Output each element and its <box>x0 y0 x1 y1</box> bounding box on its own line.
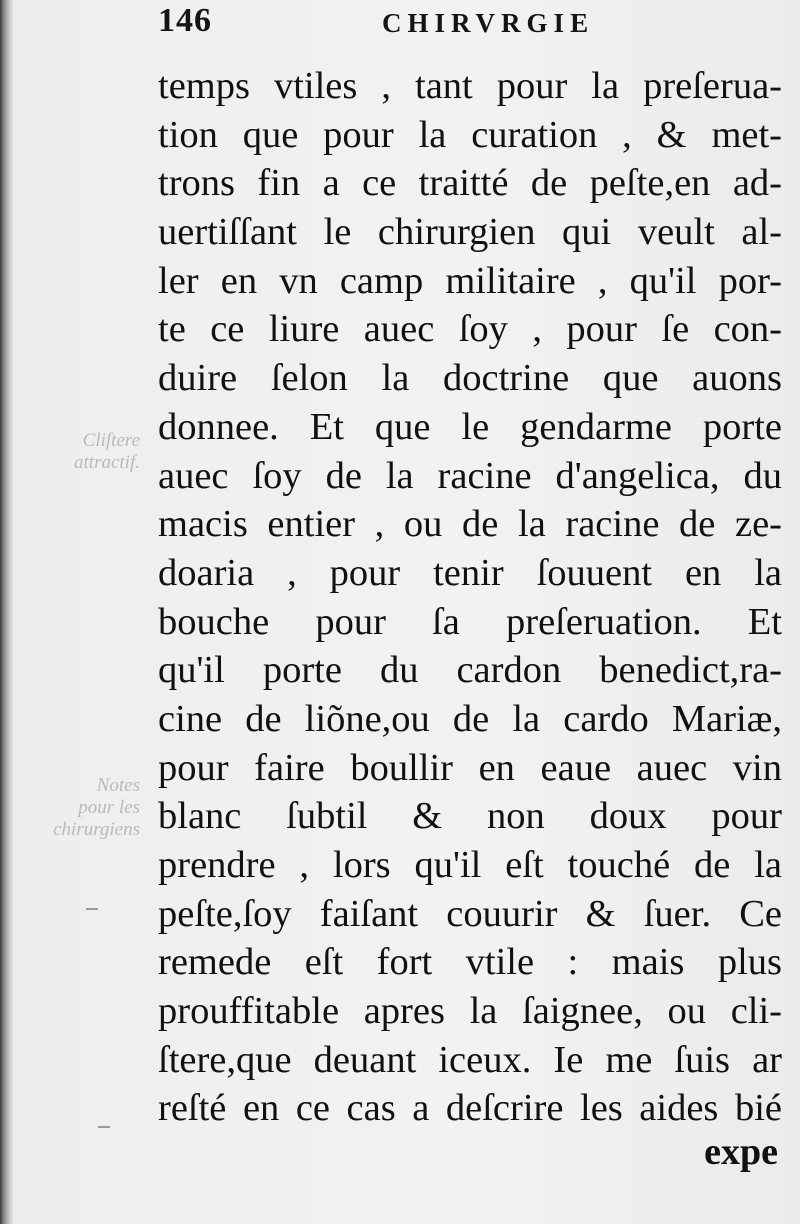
text-line: pour faire boullir en eaue auec vin <box>158 746 782 789</box>
binding-gutter-shadow <box>0 0 14 1224</box>
text-line: prouffitable apres la ſaignee, ou cli- <box>158 990 782 1033</box>
text-line: peſte,ſoy faiſant couurir & ſuer. Ce <box>158 892 782 935</box>
margin-mark <box>86 908 98 910</box>
margin-mark <box>98 1126 110 1128</box>
show-through-margin-note: Cliſtere attractif. <box>74 430 140 473</box>
text-line: remede eſt fort vtile : mais plus <box>158 941 782 984</box>
text-line: temps vtiles , tant pour la preſerua- <box>158 65 782 107</box>
text-line: ſtere,que deuant iceux. Ie me ſuis ar <box>158 1038 782 1081</box>
text-line: bouche pour ſa preſeruation. Et <box>158 600 782 643</box>
running-head: CHIRVRGIE <box>382 8 595 38</box>
text-line: doaria , pour tenir ſouuent en la <box>158 551 782 594</box>
text-line: auec ſoy de la racine d'angelica, du <box>158 454 782 497</box>
text-line: prendre , lors qu'il eſt touché de la <box>158 844 782 886</box>
catchword: expe <box>704 1131 778 1173</box>
text-line: tion que pour la curation , & met- <box>158 113 782 156</box>
body-text <box>158 62 782 1133</box>
text-line: cine de liõne,ou de la cardo Mariæ, <box>158 697 782 740</box>
page-number: 146 <box>158 2 212 39</box>
text-line: qu'il porte du cardon benedict,ra- <box>158 649 782 692</box>
text-line: blanc ſubtil & non doux pour <box>158 795 782 838</box>
text-line: uertiſſant le chirurgien qui veult al- <box>158 211 782 254</box>
text-line: donnee. Et que le gendarme porte <box>158 405 782 448</box>
text-line: duire ſelon la doctrine que auons <box>158 357 782 400</box>
text-line: ler en vn camp militaire , qu'il por- <box>158 259 782 302</box>
text-line: trons fin a ce traitté de peſte,en ad- <box>158 162 782 205</box>
page-header <box>158 2 778 46</box>
text-line: macis entier , ou de la racine de ze- <box>158 503 782 546</box>
text-line: reſté en ce cas a deſcrire les aides bié <box>158 1087 782 1130</box>
show-through-margin-note: Notes pour les chirurgiens <box>53 775 140 840</box>
text-line: te ce liure auec ſoy , pour ſe con- <box>158 308 782 351</box>
